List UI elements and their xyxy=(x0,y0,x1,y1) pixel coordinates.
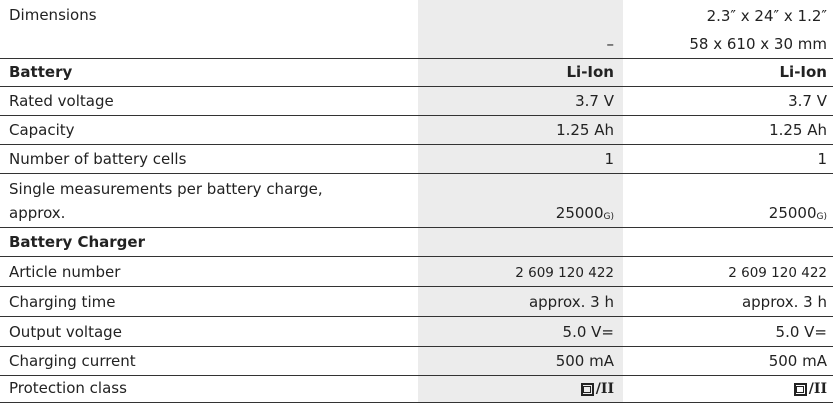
value-2: 3.7 V xyxy=(788,92,827,111)
row-measurements xyxy=(0,174,833,228)
label: Rated voltage xyxy=(9,92,114,111)
value-1: /II xyxy=(595,381,614,398)
double-insulation-icon xyxy=(581,383,594,396)
value-2-metric: 58 x 610 x 30 mm xyxy=(689,35,827,53)
value-2: 2 609 120 422 xyxy=(728,265,827,282)
row-protection xyxy=(0,376,833,403)
value-1: approx. 3 h xyxy=(528,293,614,312)
value-2: 1.25 Ah xyxy=(769,121,827,140)
value-1: Li-Ion xyxy=(566,63,614,82)
double-insulation-icon xyxy=(794,383,807,396)
value-2: Li-Ion xyxy=(779,63,827,82)
row-capacity xyxy=(0,116,833,145)
section-heading: Battery xyxy=(9,63,73,82)
row-battery xyxy=(0,59,833,87)
label-line-1: Single measurements per battery charge, xyxy=(9,180,323,199)
value-2: 500 mA xyxy=(768,352,827,371)
footnote: G) xyxy=(603,212,614,223)
section-heading: Battery Charger xyxy=(9,233,145,252)
value-2: 5.0 V= xyxy=(775,323,827,342)
label: Capacity xyxy=(9,121,75,140)
value-1: 25000 xyxy=(555,204,604,223)
value-1: 500 mA xyxy=(555,352,614,371)
label: Charging time xyxy=(9,293,116,312)
value-1: 3.7 V xyxy=(575,92,614,111)
label: Charging current xyxy=(9,352,136,371)
value-2-imperial: 2.3″ x 24″ x 1.2″ xyxy=(706,7,827,25)
label-line-2: approx. xyxy=(9,204,66,223)
label: Article number xyxy=(9,263,121,282)
value-2: /II xyxy=(808,381,827,398)
value-2: approx. 3 h xyxy=(741,293,827,312)
label: Dimensions xyxy=(9,6,97,24)
row-charging-time xyxy=(0,287,833,317)
value-1: 1 xyxy=(604,150,614,169)
row-charger xyxy=(0,228,833,257)
value-2: 25000 xyxy=(768,204,817,223)
row-rated-voltage xyxy=(0,87,833,116)
value-2: 1 xyxy=(817,150,827,169)
row-dimensions xyxy=(0,0,833,58)
label: Number of battery cells xyxy=(9,150,187,169)
label: Output voltage xyxy=(9,323,122,342)
value-1: 5.0 V= xyxy=(562,323,614,342)
row-charging-current xyxy=(0,347,833,376)
row-output-voltage xyxy=(0,317,833,347)
value-1: 1.25 Ah xyxy=(556,121,614,140)
row-cells xyxy=(0,145,833,174)
value-1: – xyxy=(606,35,614,53)
footnote: G) xyxy=(816,212,827,223)
row-article xyxy=(0,257,833,287)
value-1: 2 609 120 422 xyxy=(515,265,614,282)
label: Protection class xyxy=(9,379,127,398)
